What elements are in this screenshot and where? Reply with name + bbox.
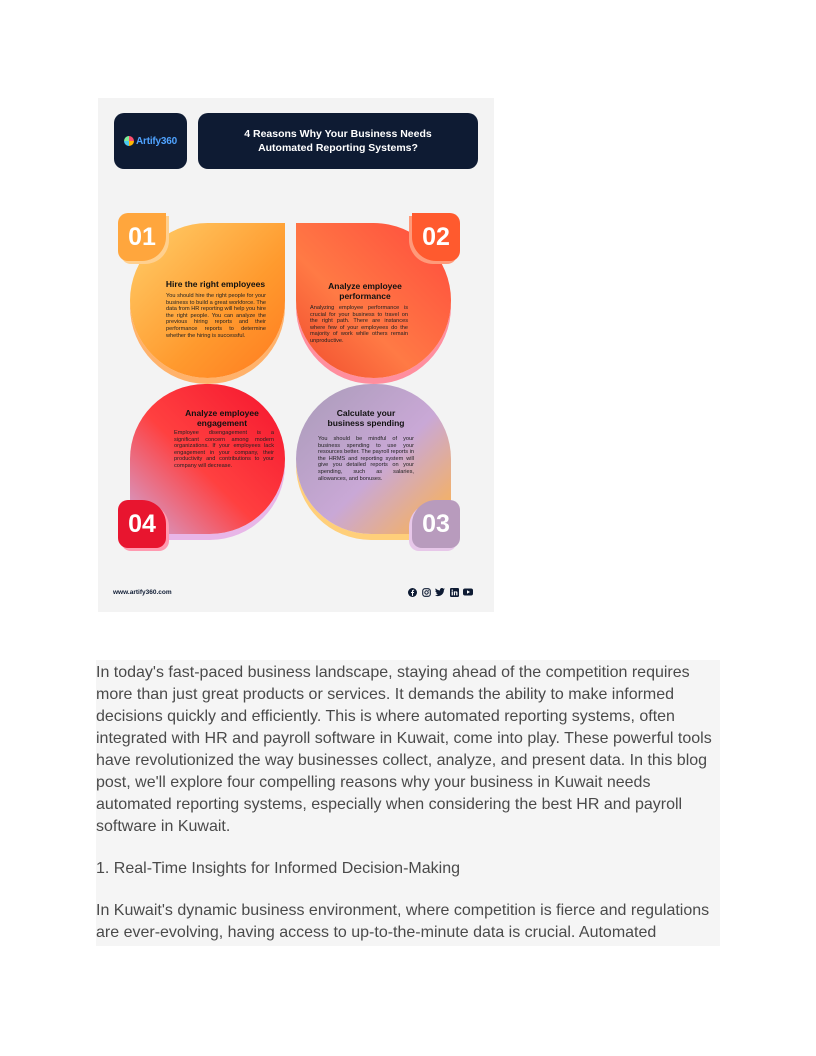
reason-4-number: 04 (118, 500, 166, 548)
article-paragraph-1: In today's fast-paced business landscape, staying ahead of the competition requires more than just great products or services. It demands the ability to make informed decisions quickly and efficiently. This is where automated reporting systems, often integrated with HR and payroll software in Kuwait, come into play. These powerful tools have revolutionized the way businesses collect, analyze, and present data. In this blog post, we'll explore four compelling reasons why your business in Kuwait needs automated reporting systems, especially when considering the best HR and payroll software in Kuwait. (96, 664, 712, 835)
reason-3-body: You should be mindful of your business spending to use your resources better. The payroll reports in the HRMS and reporting system will give you detailed reports on your spending, such as salaries, allowances, and bonuses. (318, 436, 414, 482)
article-paragraph-2: In Kuwait's dynamic business environment, where competition is fierce and regulations are ever-evolving, having access to up-to-the-minute data is crucial. Automated (96, 902, 710, 941)
reason-1-heading: Hire the right employees (165, 279, 266, 289)
logo-mark-icon (124, 136, 134, 146)
article-body (96, 660, 720, 946)
reason-4-heading: Analyze employee engagement (185, 408, 259, 428)
reason-2-number: 02 (412, 213, 460, 261)
infographic-title-box (198, 113, 478, 169)
linkedin-icon[interactable] (449, 587, 459, 597)
reason-2-heading: Analyze employee performance (328, 281, 402, 301)
youtube-icon[interactable] (463, 587, 473, 597)
article-section-heading-1: 1. Real-Time Insights for Informed Decision-Making (96, 860, 460, 877)
reason-4-body: Employee disengagement is a significant concern among modern organizations. If your employees lack engagement in your company, their productivity and contributions to your company will decrease. (174, 430, 274, 469)
reason-1-body: You should hire the right people for your business to build a great workforce. The data from HR reporting will help you hire the right people. You can analyze the previous hiring reports and their performance reports to determine whether the hiring is successful. (166, 293, 266, 339)
infographic (98, 98, 494, 612)
social-icons (407, 587, 473, 597)
facebook-icon[interactable] (407, 587, 417, 597)
reason-3-heading: Calculate your business spending (327, 408, 405, 428)
logo (114, 113, 187, 169)
twitter-icon[interactable] (435, 587, 445, 597)
instagram-icon[interactable] (421, 587, 431, 597)
reason-1-number: 01 (118, 213, 166, 261)
infographic-title: 4 Reasons Why Your Business Needs Automated Reporting Systems? (244, 128, 432, 154)
logo-text: Artify360 (136, 135, 177, 147)
reason-2-body: Analyzing employee performance is crucial for your business to travel on the right path. There are instances where few of your employees do the majority of work while others remain unproductive. (310, 305, 408, 344)
footer-url[interactable]: www.artify360.com (113, 589, 172, 596)
reason-3-number: 03 (412, 500, 460, 548)
